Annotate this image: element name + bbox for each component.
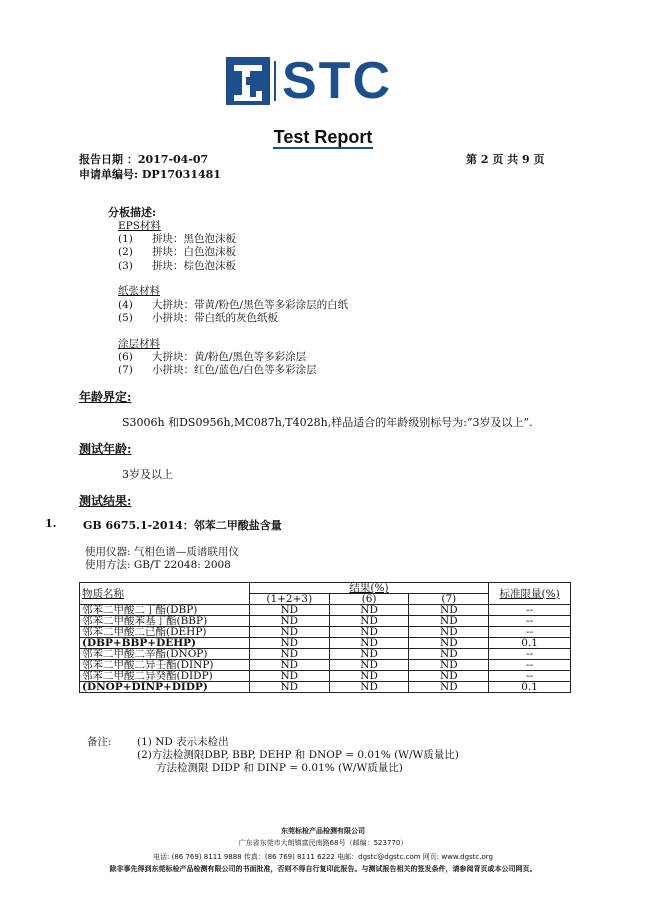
results-heading: 测试结果: bbox=[79, 494, 132, 508]
sub-col-1: (1+2+3) bbox=[249, 594, 329, 605]
list-item: (3) 拼块：棕色泡沫板 bbox=[118, 260, 236, 272]
note-1: (1) ND 表示未检出 bbox=[137, 736, 229, 748]
list-item: (5) 小拼块：带白纸的灰色纸板 bbox=[118, 312, 278, 324]
age-grading-text: S3006h 和DS0956h,MC087h,T4028h,样品适合的年龄级别标号为:“3岁及以上”. bbox=[122, 416, 533, 429]
list-item: (2) 拼块：白色泡沫板 bbox=[118, 246, 236, 258]
report-title: Test Report bbox=[273, 127, 373, 147]
footer-company: 东莞标检产品检测有限公司 bbox=[281, 827, 365, 835]
footer-disclaimer: 除非事先得到东莞标检产品检测有限公司的书面批准，否则不得自行复印此报告。与测试报告相关的签发条件，请参阅背页或本公司网页。 bbox=[109, 865, 537, 873]
col-header-result: 结果(%) bbox=[249, 583, 488, 594]
group-paper: 纸张材料 bbox=[118, 285, 160, 297]
list-item: (6) 大拼块：黄/粉色/黑色等多彩涂层 bbox=[118, 351, 307, 363]
col-header-name: 物质名称 bbox=[80, 583, 250, 605]
note-3: 方法检测限 DIDP 和 DINP = 0.01% (W/W质量比) bbox=[156, 762, 403, 774]
sub-col-3: (7) bbox=[409, 594, 489, 605]
footer-contact: 电话: (86 769) 8111 9888 传真：(86 769) 8111 6222 电邮：dgstc@dgstc.com 网页: www.dgstc.org bbox=[153, 853, 493, 861]
item-title: GB 6675.1-2014：邻苯二甲酸盐含量 bbox=[83, 519, 282, 532]
table-row: 邻苯二甲酸二异壬酯(DINP) ND ND ND -- bbox=[80, 660, 571, 671]
item-number: 1. bbox=[45, 517, 57, 530]
test-age-text: 3岁及以上 bbox=[122, 468, 173, 481]
footer-address: 广东省东莞市大朗镇富民南路68号（邮编：523770） bbox=[238, 839, 408, 847]
logo-text: STC bbox=[282, 52, 392, 110]
sub-col-2: (6) bbox=[329, 594, 409, 605]
table-row: (DNOP+DINP+DIDP) ND ND ND 0.1 bbox=[80, 682, 571, 693]
group-coating: 涂层材料 bbox=[118, 338, 160, 350]
col-header-limit: 标准限量(%) bbox=[489, 583, 571, 605]
results-table bbox=[79, 582, 571, 693]
application-number: 申请单编号: DP17031481 bbox=[79, 168, 221, 181]
table-row: 邻苯二甲酸二已酯(DEHP) ND ND ND -- bbox=[80, 627, 571, 638]
notes-label: 备注: bbox=[87, 736, 112, 748]
report-date: 报告日期 ：2017-04-07 bbox=[79, 153, 209, 166]
list-item: (4) 大拼块：带黄/粉色/黑色等多彩涂层的白纸 bbox=[118, 299, 349, 311]
group-eps: EPS材料 bbox=[118, 220, 161, 232]
instrument: 使用仪器: 气相色谱—质谱联用仪 bbox=[85, 546, 239, 558]
list-item: (7) 小拼块：红色/蓝色/白色等多彩涂层 bbox=[118, 364, 317, 376]
table-row: 邻苯二甲酸二丁酯(DBP) ND ND ND -- bbox=[80, 605, 571, 616]
table-row: 邻苯二甲酸二辛酯(DNOP) ND ND ND -- bbox=[80, 649, 571, 660]
method: 使用方法: GB/T 22048: 2008 bbox=[85, 559, 231, 571]
age-grading-heading: 年龄界定: bbox=[79, 390, 132, 404]
page-number: 第 2 页 共 9 页 bbox=[466, 153, 545, 166]
table-row: 邻苯二甲酸二异癸酯(DIDP) ND ND ND -- bbox=[80, 671, 571, 682]
table-row: (DBP+BBP+DEHP) ND ND ND 0.1 bbox=[80, 638, 571, 649]
stc-logo bbox=[226, 52, 426, 110]
note-2: (2)方法检测限DBP, BBP, DEHP 和 DNOP = 0.01% (W/W质量比) bbox=[137, 749, 459, 761]
test-age-heading: 测试年龄: bbox=[79, 442, 132, 456]
list-item: (1) 拼块：黑色泡沫板 bbox=[118, 233, 236, 245]
split-heading: 分板描述: bbox=[108, 206, 157, 219]
table-row: 邻苯二甲酸苯基丁酯(BBP) ND ND ND -- bbox=[80, 616, 571, 627]
